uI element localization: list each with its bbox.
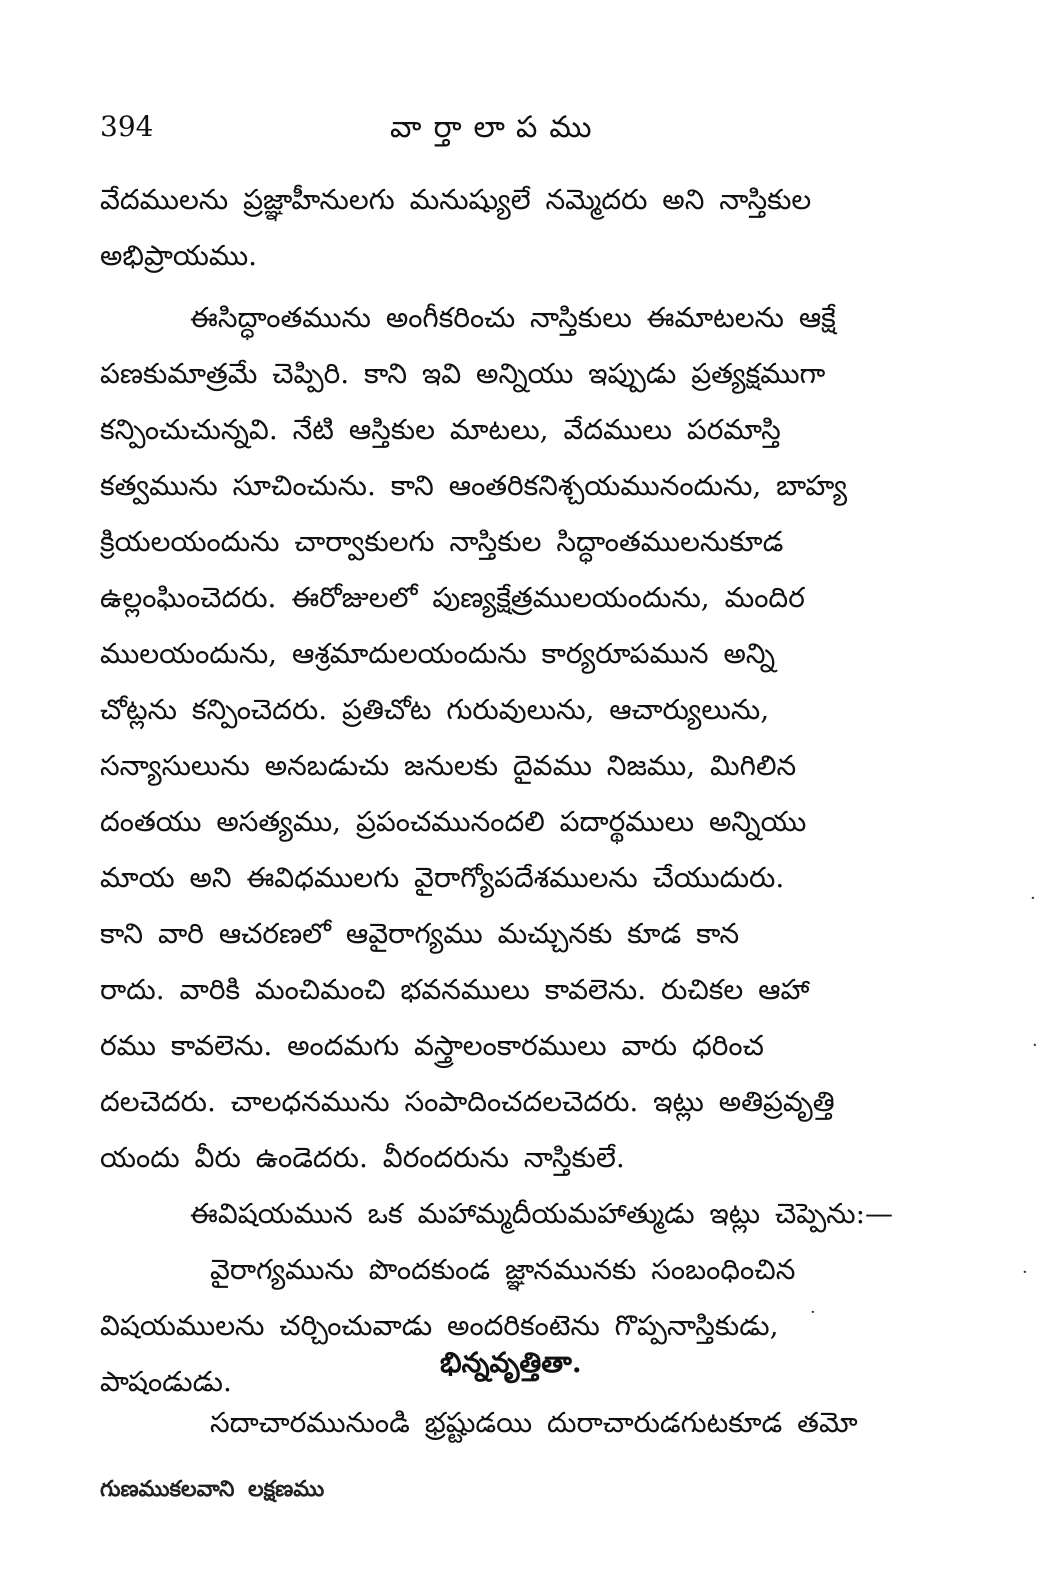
scan-mark: · bbox=[1030, 888, 1036, 909]
body-text bbox=[100, 172, 950, 1410]
text-line: మాయ అని ఈవిధములగు వైరాగ్యోపదేశములను చేయుదురు. bbox=[100, 861, 785, 894]
text-line: రము కావలెను. అందమగు వస్త్రాలంకారములు వారు ధరించ bbox=[100, 1029, 764, 1062]
text-line: వేదములను ప్రజ్ఞాహీనులగు మనుష్యులే నమ్మెదరు అని నాస్తికుల bbox=[100, 183, 812, 216]
text-line: ఉల్లంఘించెదరు. ఈరోజులలో పుణ్యక్షేత్రములయందును, మందిర bbox=[100, 581, 805, 614]
quote-line: పాషండుడు. bbox=[100, 1365, 232, 1398]
text-line: సదాచారమునుండి భ్రష్టుడయి దురాచారుడగుటకూడ తమో bbox=[210, 1406, 858, 1439]
text-line: పణకుమాత్రమే చెప్పిరి. కాని ఇవి అన్నియు ఇప్పుడు ప్రత్యక్షముగా bbox=[100, 357, 826, 390]
text-line: చోట్లను కన్పించెదరు. ప్రతిచోట గురువులును, ఆచార్యులును, bbox=[100, 693, 770, 726]
paragraph-start-line: ఈసిద్ధాంతమును అంగీకరించు నాస్తికులు ఈమాటలను ఆక్షే bbox=[190, 301, 836, 334]
partial-text-line: గుణముకలవాని లక్షణము bbox=[100, 1476, 325, 1502]
text-line: కాని వారి ఆచరణలో ఆవైరాగ్యము మచ్చునకు కూడ కాన bbox=[100, 917, 740, 950]
text-line: రాదు. వారికి మంచిమంచి భవనములు కావలెను. రుచికల ఆహా bbox=[100, 973, 810, 1006]
scan-mark: · bbox=[1032, 1035, 1038, 1056]
text-line: క్రియలయందును చార్వాకులగు నాస్తికుల సిద్ధాంతములనుకూడ bbox=[100, 525, 784, 558]
section-heading: భిన్నవృత్తితా. bbox=[440, 1346, 582, 1379]
paragraph-start-line: ఈవిషయమున ఒక మహామ్మదీయమహాత్ముడు ఇట్లు చెప్పెను:— bbox=[190, 1197, 894, 1230]
scan-mark: · bbox=[810, 1302, 816, 1323]
text-line: ములయందును, ఆశ్రమాదులయందును కార్యరూపమున అన్ని bbox=[100, 637, 776, 670]
text-line: దలచెదరు. చాలధనమును సంపాదించదలచెదరు. ఇట్లు అతిప్రవృత్తి bbox=[100, 1085, 835, 1118]
page-header bbox=[100, 110, 960, 150]
last-paragraph bbox=[100, 1390, 950, 1512]
text-line: కన్పించుచున్నవి. నేటి ఆస్తికుల మాటలు, వేదములు పరమాస్తి bbox=[100, 413, 781, 446]
text-line: యందు వీరు ఉండెదరు. వీరందరును నాస్తికులే. bbox=[100, 1141, 625, 1174]
text-line: కత్వమును సూచించును. కాని ఆంతరికనిశ్చయమునందును, బాహ్య bbox=[100, 469, 848, 502]
text-line: దంతయు అసత్యము, ప్రపంచమునందలి పదార్థములు అన్నియు bbox=[100, 805, 807, 838]
text-line: సన్యాసులును అనబడుచు జనులకు దైవము నిజము, మిగిలిన bbox=[100, 749, 797, 782]
quote-line: విషయములను చర్చించువాడు అందరికంటెను గొప్పనాస్తికుడు, bbox=[100, 1309, 779, 1342]
scan-mark: · bbox=[1022, 1262, 1028, 1283]
page-number: 394 bbox=[100, 110, 154, 143]
quote-line: వైరాగ్యమును పొందకుండ జ్ఞానమునకు సంబంధించిన bbox=[210, 1253, 796, 1286]
running-title: వార్తాలాపము bbox=[390, 110, 604, 145]
text-line: అభిప్రాయము. bbox=[100, 239, 258, 272]
